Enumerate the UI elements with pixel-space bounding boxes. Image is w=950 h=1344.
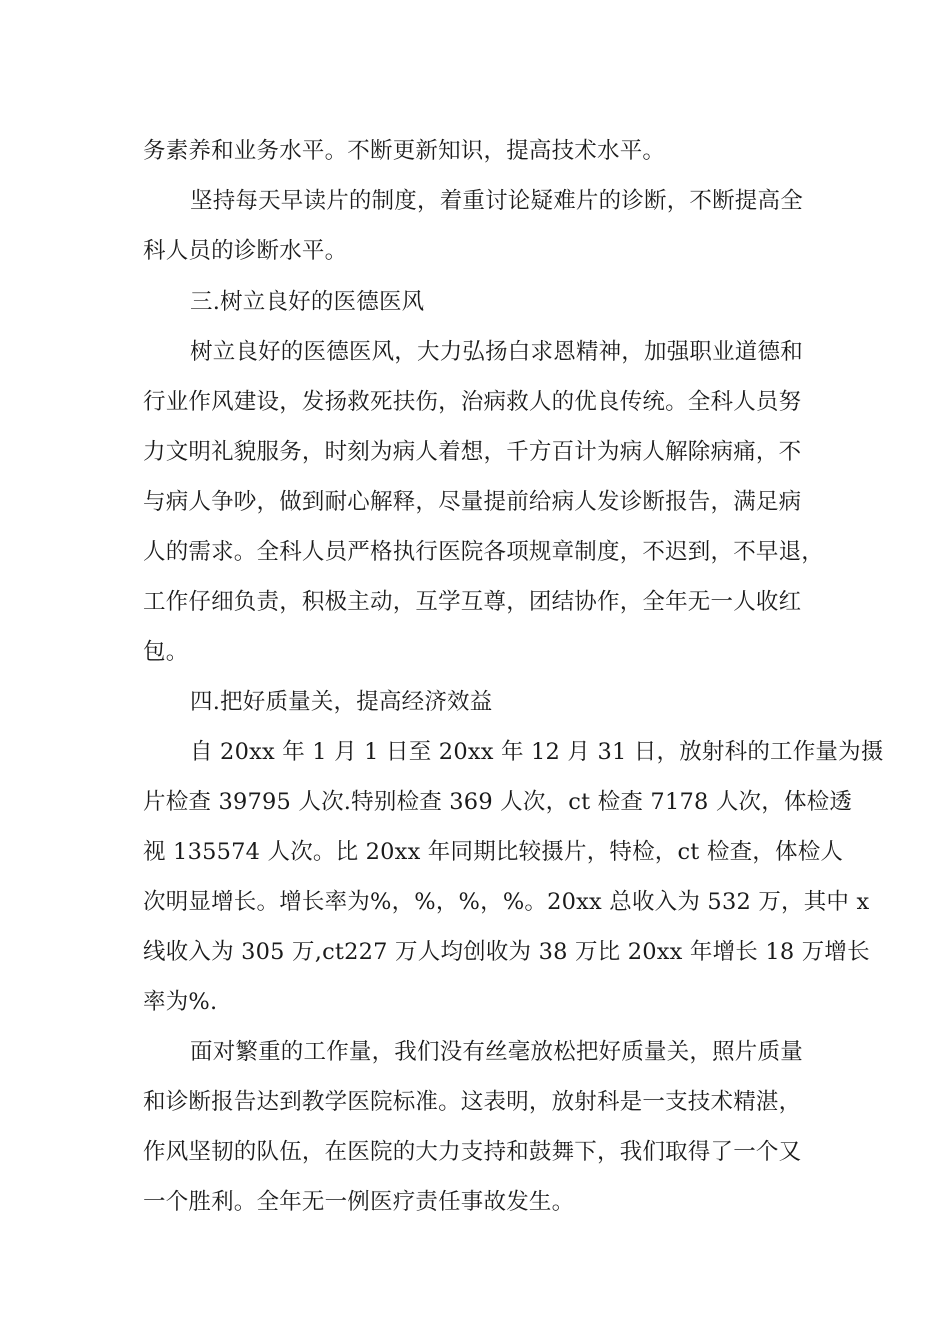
section-heading: 三.树立良好的医德医风 [190,289,425,315]
text-line: 次明显增长。增长率为%，%，%，%。20xx 总收入为 532 万，其中 x [143,889,870,915]
text-line: 作风坚韧的队伍，在医院的大力支持和鼓舞下，我们取得了一个又 [143,1139,802,1165]
text-line: 视 135574 人次。比 20xx 年同期比较摄片，特检，ct 检查，体检人 [143,839,844,865]
text-line: 行业作风建设，发扬救死扶伤，治病救人的优良传统。全科人员努 [143,389,802,415]
text-line: 力文明礼貌服务，时刻为病人着想，千方百计为病人解除病痛，不 [143,439,802,465]
text-line: 一个胜利。全年无一例医疗责任事故发生。 [143,1189,575,1215]
text-line: 人的需求。全科人员严格执行医院各项规章制度，不迟到，不早退， [143,539,825,565]
paragraph-line: 树立良好的医德医风，大力弘扬白求恩精神，加强职业道德和 [190,339,803,365]
text-line: 与病人争吵，做到耐心解释，尽量提前给病人发诊断报告，满足病 [143,489,802,515]
section-heading: 四.把好质量关，提高经济效益 [190,689,493,715]
text-line: 包。 [143,639,189,665]
text-line: 线收入为 305 万,ct227 万人均创收为 38 万比 20xx 年增长 18 万增长 [143,939,870,965]
paragraph-line: 自 20xx 年 1 月 1 日至 20xx 年 12 月 31 日，放射科的工作量为摄 [190,739,884,765]
paragraph-line: 坚持每天早读片的制度，着重讨论疑难片的诊断，不断提高全 [190,188,803,214]
text-line: 和诊断报告达到教学医院标准。这表明，放射科是一支技术精湛， [143,1089,802,1115]
text-line: 工作仔细负责，积极主动，互学互尊，团结协作，全年无一人收红 [143,589,802,615]
text-line: 科人员的诊断水平。 [143,238,348,264]
text-line: 务素养和业务水平。不断更新知识，提高技术水平。 [143,138,666,164]
text-line: 片检查 39795 人次.特别检查 369 人次，ct 检查 7178 人次，体检透 [143,789,853,815]
paragraph-line: 面对繁重的工作量，我们没有丝毫放松把好质量关，照片质量 [190,1039,803,1065]
text-line: 率为%. [143,989,218,1015]
